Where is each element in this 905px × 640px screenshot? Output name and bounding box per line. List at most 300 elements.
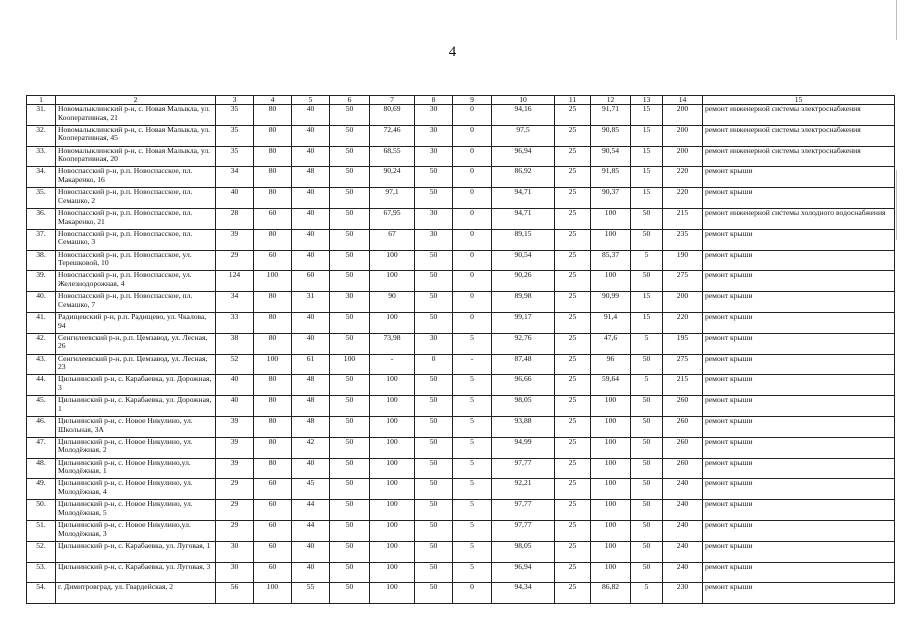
value-cell: 60 <box>254 520 292 541</box>
value-cell: 5 <box>631 250 663 271</box>
value-cell: 40 <box>292 146 330 167</box>
value-cell: 275 <box>663 271 703 292</box>
value-cell: 52 <box>216 354 254 375</box>
value-cell: 260 <box>663 458 703 479</box>
value-cell: 56 <box>216 583 254 604</box>
page-number: 4 <box>448 44 457 60</box>
row-number-cell: 45. <box>27 396 56 417</box>
value-cell: 97,77 <box>492 458 555 479</box>
value-cell: 90,99 <box>591 292 631 313</box>
value-cell: 25 <box>555 333 591 354</box>
address-cell: Цильнинский р-н, с. Карабаевка, ул. Луговая, 3 <box>56 562 216 583</box>
value-cell: 50 <box>330 333 370 354</box>
value-cell: 40 <box>292 229 330 250</box>
value-cell: 50 <box>330 437 370 458</box>
value-cell: 39 <box>216 416 254 437</box>
col-header: 7 <box>370 96 415 105</box>
value-cell: 0 <box>453 583 492 604</box>
value-cell: 200 <box>663 146 703 167</box>
value-cell: 50 <box>330 500 370 521</box>
row-number-cell: 44. <box>27 375 56 396</box>
value-cell: 30 <box>415 229 453 250</box>
row-number-cell: 50. <box>27 500 56 521</box>
value-cell: 25 <box>555 188 591 209</box>
value-cell: 94,34 <box>492 583 555 604</box>
value-cell: 100 <box>370 479 415 500</box>
value-cell: 44 <box>292 520 330 541</box>
value-cell: 25 <box>555 437 591 458</box>
value-cell: 48 <box>292 375 330 396</box>
value-cell: 25 <box>555 479 591 500</box>
col-header: 14 <box>663 96 703 105</box>
value-cell: 47,6 <box>591 333 631 354</box>
value-cell: 90,26 <box>492 271 555 292</box>
work-type-cell: ремонт крыши <box>703 562 895 583</box>
value-cell: 50 <box>330 250 370 271</box>
value-cell: 67 <box>370 229 415 250</box>
address-cell: Цильнинский р-н, с. Новое Никулино,ул. Молодёжная, 1 <box>56 458 216 479</box>
value-cell: 50 <box>330 312 370 333</box>
table-row <box>27 562 895 583</box>
value-cell: 50 <box>415 479 453 500</box>
value-cell: 97,77 <box>492 520 555 541</box>
table-row <box>27 583 895 604</box>
value-cell: 220 <box>663 312 703 333</box>
col-header: 13 <box>631 96 663 105</box>
value-cell: 260 <box>663 396 703 417</box>
value-cell: 38 <box>216 333 254 354</box>
value-cell: - <box>453 354 492 375</box>
value-cell: 100 <box>370 520 415 541</box>
value-cell: - <box>370 354 415 375</box>
value-cell: 25 <box>555 541 591 562</box>
value-cell: 48 <box>292 416 330 437</box>
value-cell: 50 <box>415 500 453 521</box>
table-row <box>27 125 895 146</box>
value-cell: 5 <box>453 416 492 437</box>
table-row <box>27 396 895 417</box>
value-cell: 80 <box>254 105 292 126</box>
value-cell: 80 <box>254 333 292 354</box>
value-cell: 40 <box>292 125 330 146</box>
value-cell: 5 <box>453 562 492 583</box>
value-cell: 100 <box>591 437 631 458</box>
value-cell: 40 <box>292 188 330 209</box>
value-cell: 50 <box>330 271 370 292</box>
work-type-cell: ремонт крыши <box>703 250 895 271</box>
value-cell: 100 <box>330 354 370 375</box>
value-cell: 0 <box>453 167 492 188</box>
value-cell: 40 <box>292 562 330 583</box>
value-cell: 86,92 <box>492 167 555 188</box>
value-cell: 0 <box>453 292 492 313</box>
value-cell: 40 <box>292 105 330 126</box>
value-cell: 86,82 <box>591 583 631 604</box>
value-cell: 275 <box>663 354 703 375</box>
value-cell: 50 <box>631 458 663 479</box>
address-cell: Новомалыклинский р-н, с. Новая Малыкла, ул. Кооперативная, 21 <box>56 105 216 126</box>
value-cell: 34 <box>216 292 254 313</box>
col-header: 3 <box>216 96 254 105</box>
value-cell: 0 <box>453 188 492 209</box>
value-cell: 30 <box>415 208 453 229</box>
value-cell: 100 <box>254 583 292 604</box>
value-cell: 100 <box>254 354 292 375</box>
value-cell: 100 <box>591 479 631 500</box>
table-row <box>27 271 895 292</box>
value-cell: 33 <box>216 312 254 333</box>
address-cell: Цильнинский р-н, с. Новое Никулино, ул. Школьная, 3А <box>56 416 216 437</box>
value-cell: 25 <box>555 562 591 583</box>
value-cell: 240 <box>663 562 703 583</box>
value-cell: 50 <box>415 396 453 417</box>
value-cell: 96,94 <box>492 562 555 583</box>
work-type-cell: ремонт крыши <box>703 479 895 500</box>
value-cell: 50 <box>415 250 453 271</box>
table-row <box>27 479 895 500</box>
address-cell: Новоспасский р-н, р.п. Новоспасское, пл. Макаренко, 16 <box>56 167 216 188</box>
value-cell: 240 <box>663 479 703 500</box>
value-cell: 60 <box>254 541 292 562</box>
row-number-cell: 47. <box>27 437 56 458</box>
work-type-cell: ремонт крыши <box>703 229 895 250</box>
address-cell: Новомалыклинский р-н, с. Новая Малыкла, ул. Кооперативная, 20 <box>56 146 216 167</box>
value-cell: 45 <box>292 479 330 500</box>
value-cell: 5 <box>631 333 663 354</box>
address-cell: Новоспасский р-н, р.п. Новоспасское, ул. Железнодорожная, 4 <box>56 271 216 292</box>
value-cell: 50 <box>415 292 453 313</box>
address-cell: Сенгилеевский р-н, р.п. Цемзавод, ул. Лесная, 26 <box>56 333 216 354</box>
value-cell: 50 <box>631 437 663 458</box>
value-cell: 90,37 <box>591 188 631 209</box>
value-cell: 40 <box>292 208 330 229</box>
value-cell: 50 <box>415 167 453 188</box>
value-cell: 5 <box>453 333 492 354</box>
value-cell: 80,69 <box>370 105 415 126</box>
value-cell: 100 <box>591 271 631 292</box>
value-cell: 15 <box>631 105 663 126</box>
value-cell: 91,85 <box>591 167 631 188</box>
work-type-cell: ремонт крыши <box>703 500 895 521</box>
value-cell: 60 <box>254 208 292 229</box>
value-cell: 15 <box>631 146 663 167</box>
value-cell: 29 <box>216 500 254 521</box>
value-cell: 25 <box>555 354 591 375</box>
value-cell: 28 <box>216 208 254 229</box>
work-type-cell: ремонт крыши <box>703 458 895 479</box>
value-cell: 100 <box>370 583 415 604</box>
value-cell: 42 <box>292 437 330 458</box>
row-number-cell: 36. <box>27 208 56 229</box>
value-cell: 100 <box>370 416 415 437</box>
work-type-cell: ремонт крыши <box>703 437 895 458</box>
value-cell: 50 <box>631 520 663 541</box>
value-cell: 80 <box>254 146 292 167</box>
col-header: 11 <box>555 96 591 105</box>
table-row <box>27 541 895 562</box>
value-cell: 0 <box>415 354 453 375</box>
value-cell: 200 <box>663 105 703 126</box>
value-cell: 60 <box>254 250 292 271</box>
value-cell: 93,88 <box>492 416 555 437</box>
value-cell: 73,98 <box>370 333 415 354</box>
value-cell: 97,1 <box>370 188 415 209</box>
address-cell: Цильнинский р-н, с. Новое Никулино,ул. Молодёжная, 3 <box>56 520 216 541</box>
work-type-cell: ремонт крыши <box>703 354 895 375</box>
value-cell: 100 <box>591 520 631 541</box>
value-cell: 96,94 <box>492 146 555 167</box>
value-cell: 50 <box>631 500 663 521</box>
value-cell: 80 <box>254 125 292 146</box>
address-cell: Новоспасский р-н, р.п. Новоспасское, пл. Семашко, 2 <box>56 188 216 209</box>
row-number-cell: 39. <box>27 271 56 292</box>
value-cell: 50 <box>631 229 663 250</box>
value-cell: 50 <box>415 312 453 333</box>
value-cell: 90,24 <box>370 167 415 188</box>
value-cell: 30 <box>415 333 453 354</box>
work-type-cell: ремонт крыши <box>703 167 895 188</box>
row-number-cell: 31. <box>27 105 56 126</box>
value-cell: 90,54 <box>492 250 555 271</box>
value-cell: 15 <box>631 167 663 188</box>
value-cell: 100 <box>591 396 631 417</box>
table-row <box>27 167 895 188</box>
value-cell: 50 <box>415 375 453 396</box>
value-cell: 50 <box>631 208 663 229</box>
work-type-cell: ремонт инженерной системы электроснабжения <box>703 146 895 167</box>
table-row <box>27 188 895 209</box>
table-row <box>27 375 895 396</box>
value-cell: 40 <box>216 188 254 209</box>
value-cell: 5 <box>453 500 492 521</box>
row-number-cell: 33. <box>27 146 56 167</box>
value-cell: 35 <box>216 105 254 126</box>
value-cell: 80 <box>254 188 292 209</box>
value-cell: 15 <box>631 188 663 209</box>
value-cell: 29 <box>216 250 254 271</box>
value-cell: 40 <box>292 541 330 562</box>
value-cell: 50 <box>415 583 453 604</box>
value-cell: 44 <box>292 500 330 521</box>
value-cell: 50 <box>631 416 663 437</box>
col-header: 5 <box>292 96 330 105</box>
work-type-cell: ремонт инженерной системы холодного водоснабжения <box>703 208 895 229</box>
value-cell: 25 <box>555 312 591 333</box>
address-cell: Цильнинский р-н, с. Новое Никулино, ул. Молодёжная, 4 <box>56 479 216 500</box>
value-cell: 50 <box>330 583 370 604</box>
row-number-cell: 35. <box>27 188 56 209</box>
value-cell: 50 <box>415 271 453 292</box>
value-cell: 0 <box>453 146 492 167</box>
value-cell: 25 <box>555 292 591 313</box>
table-row <box>27 354 895 375</box>
value-cell: 0 <box>453 105 492 126</box>
work-type-cell: ремонт крыши <box>703 416 895 437</box>
value-cell: 200 <box>663 292 703 313</box>
value-cell: 50 <box>330 167 370 188</box>
value-cell: 50 <box>631 396 663 417</box>
value-cell: 91,4 <box>591 312 631 333</box>
value-cell: 90 <box>370 292 415 313</box>
table-row <box>27 333 895 354</box>
value-cell: 50 <box>330 396 370 417</box>
value-cell: 50 <box>415 562 453 583</box>
address-cell: Цильнинский р-н, с. Новое Никулино, ул. Молодёжная, 5 <box>56 500 216 521</box>
value-cell: 72,46 <box>370 125 415 146</box>
value-cell: 5 <box>631 375 663 396</box>
value-cell: 100 <box>370 541 415 562</box>
value-cell: 80 <box>254 458 292 479</box>
row-number-cell: 48. <box>27 458 56 479</box>
value-cell: 100 <box>370 396 415 417</box>
value-cell: 100 <box>370 500 415 521</box>
value-cell: 97,5 <box>492 125 555 146</box>
value-cell: 68,55 <box>370 146 415 167</box>
value-cell: 260 <box>663 416 703 437</box>
address-cell: Новоспасский р-н, р.п. Новоспасское, пл. Семашко, 3 <box>56 229 216 250</box>
table-row <box>27 250 895 271</box>
value-cell: 50 <box>330 146 370 167</box>
value-cell: 50 <box>415 188 453 209</box>
row-number-cell: 34. <box>27 167 56 188</box>
value-cell: 39 <box>216 229 254 250</box>
value-cell: 80 <box>254 396 292 417</box>
value-cell: 98,05 <box>492 541 555 562</box>
value-cell: 25 <box>555 229 591 250</box>
address-cell: Цильнинский р-н, с. Карабаевка, ул. Дорожная, 1 <box>56 396 216 417</box>
row-number-cell: 49. <box>27 479 56 500</box>
value-cell: 50 <box>330 562 370 583</box>
value-cell: 35 <box>216 125 254 146</box>
value-cell: 34 <box>216 167 254 188</box>
col-header: 2 <box>56 96 216 105</box>
col-header: 15 <box>703 96 895 105</box>
value-cell: 59,64 <box>591 375 631 396</box>
value-cell: 29 <box>216 520 254 541</box>
value-cell: 50 <box>631 562 663 583</box>
value-cell: 100 <box>591 562 631 583</box>
value-cell: 40 <box>292 312 330 333</box>
value-cell: 220 <box>663 188 703 209</box>
value-cell: 100 <box>591 541 631 562</box>
value-cell: 5 <box>631 583 663 604</box>
value-cell: 5 <box>453 375 492 396</box>
value-cell: 190 <box>663 250 703 271</box>
row-number-cell: 42. <box>27 333 56 354</box>
row-number-cell: 54. <box>27 583 56 604</box>
col-header: 9 <box>453 96 492 105</box>
value-cell: 50 <box>330 458 370 479</box>
row-number-cell: 53. <box>27 562 56 583</box>
table-row <box>27 416 895 437</box>
value-cell: 0 <box>453 312 492 333</box>
value-cell: 60 <box>292 271 330 292</box>
row-number-cell: 43. <box>27 354 56 375</box>
value-cell: 100 <box>370 312 415 333</box>
value-cell: 80 <box>254 312 292 333</box>
row-number-cell: 41. <box>27 312 56 333</box>
value-cell: 94,71 <box>492 208 555 229</box>
value-cell: 240 <box>663 520 703 541</box>
table-row <box>27 208 895 229</box>
work-type-cell: ремонт крыши <box>703 520 895 541</box>
value-cell: 80 <box>254 375 292 396</box>
value-cell: 5 <box>453 458 492 479</box>
value-cell: 80 <box>254 437 292 458</box>
value-cell: 29 <box>216 479 254 500</box>
value-cell: 94,16 <box>492 105 555 126</box>
value-cell: 96 <box>591 354 631 375</box>
value-cell: 55 <box>292 583 330 604</box>
work-type-cell: ремонт крыши <box>703 271 895 292</box>
value-cell: 80 <box>254 229 292 250</box>
value-cell: 50 <box>330 188 370 209</box>
row-number-cell: 46. <box>27 416 56 437</box>
value-cell: 25 <box>555 416 591 437</box>
value-cell: 124 <box>216 271 254 292</box>
value-cell: 25 <box>555 125 591 146</box>
value-cell: 50 <box>631 271 663 292</box>
address-cell: г. Димитровград, ул. Гвардейская, 2 <box>56 583 216 604</box>
value-cell: 40 <box>292 333 330 354</box>
table-row <box>27 312 895 333</box>
value-cell: 89,98 <box>492 292 555 313</box>
table-row <box>27 458 895 479</box>
work-type-cell: ремонт крыши <box>703 583 895 604</box>
table-row <box>27 520 895 541</box>
value-cell: 5 <box>453 520 492 541</box>
value-cell: 92,21 <box>492 479 555 500</box>
value-cell: 25 <box>555 146 591 167</box>
value-cell: 89,15 <box>492 229 555 250</box>
value-cell: 25 <box>555 105 591 126</box>
address-cell: Сенгилеевский р-н, р.п. Цемзавод, ул. Лесная, 23 <box>56 354 216 375</box>
work-type-cell: ремонт крыши <box>703 333 895 354</box>
value-cell: 80 <box>254 292 292 313</box>
value-cell: 98,05 <box>492 396 555 417</box>
value-cell: 35 <box>216 146 254 167</box>
value-cell: 25 <box>555 250 591 271</box>
work-type-cell: ремонт крыши <box>703 375 895 396</box>
value-cell: 50 <box>631 541 663 562</box>
value-cell: 100 <box>370 375 415 396</box>
value-cell: 100 <box>591 500 631 521</box>
col-header: 8 <box>415 96 453 105</box>
scan-edge-mark <box>896 0 897 40</box>
col-header: 6 <box>330 96 370 105</box>
row-number-cell: 52. <box>27 541 56 562</box>
value-cell: 48 <box>292 167 330 188</box>
value-cell: 240 <box>663 500 703 521</box>
value-cell: 230 <box>663 583 703 604</box>
value-cell: 61 <box>292 354 330 375</box>
work-type-cell: ремонт крыши <box>703 188 895 209</box>
table-row <box>27 500 895 521</box>
value-cell: 50 <box>415 437 453 458</box>
col-header: 4 <box>254 96 292 105</box>
value-cell: 50 <box>330 479 370 500</box>
value-cell: 100 <box>370 437 415 458</box>
value-cell: 30 <box>216 562 254 583</box>
row-number-cell: 32. <box>27 125 56 146</box>
value-cell: 30 <box>415 125 453 146</box>
address-cell: Цильнинский р-н, с. Новое Никулино, ул. Молодёжная, 2 <box>56 437 216 458</box>
value-cell: 97,77 <box>492 500 555 521</box>
col-header: 12 <box>591 96 631 105</box>
value-cell: 30 <box>216 541 254 562</box>
value-cell: 94,71 <box>492 188 555 209</box>
value-cell: 50 <box>415 416 453 437</box>
